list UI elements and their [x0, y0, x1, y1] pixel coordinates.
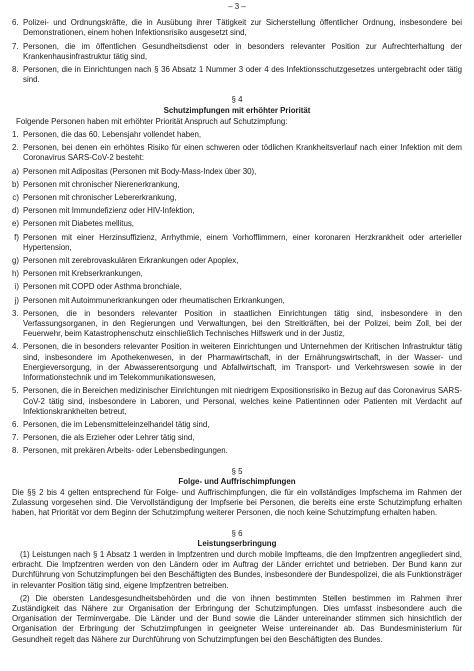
section-6-paragraph-1: (1) Leistungen nach § 1 Absatz 1 werden in Impfzentren und durch mobile Impfteams, die den Impfzentren angegliedert sind, erbracht. Die Impfzentren werden von den Ländern oder im Auftrag der Länder errichtet und betrieben. Der Bund kann zur Durchführung von Schutzimpfungen bei den Beschäftigten des Bundes, insbesondere der Bundespolizei, die als Funktionsträger in relevanter Position tätig sind, eigene Impfzentren betreiben.: [12, 549, 462, 590]
item-number: 4.: [12, 342, 19, 352]
item-text: Personen, die das 60. Lebensjahr vollendet haben,: [23, 130, 202, 140]
sub-item-text: Personen mit Diabetes mellitus,: [23, 219, 134, 229]
sub-item-letter: j): [14, 295, 19, 305]
sub-item: [12, 219, 462, 229]
list-item: [12, 446, 462, 456]
item-text: Personen, bei denen ein erhöhtes Risiko für einen schweren oder tödlichen Krankheitsverlauf nach einer Infektion mit dem Coronavirus SARS-CoV-2 besteht:: [23, 143, 462, 163]
list-item: [12, 309, 462, 340]
item-number: 5.: [12, 386, 19, 396]
sub-item-text: Personen mit Adipositas (Personen mit Body-Mass-Index über 30),: [23, 166, 257, 176]
sub-item-letter: e): [12, 219, 20, 229]
item-text: Personen, die im Lebensmitteleinzelhandel tätig sind,: [23, 419, 210, 429]
sub-item: [12, 296, 462, 306]
sub-item: [12, 193, 462, 203]
item-text: Personen, die in besonders relevanter Position in staatlichen Einrichtungen tätig sind, insbesondere in den Verfassungsorganen, in den Regierungen und Verwaltungen, bei den Streitkräften, bei der Polizei, beim Zoll, bei der Feuerwehr, beim Katastrophenschutz einschließlich Technisches Hilfswerk und in der Justiz,: [23, 308, 462, 339]
item-text: Personen, die als Erzieher oder Lehrer tätig sind,: [23, 433, 195, 443]
section-5-mark: § 5: [231, 466, 243, 476]
section-4-intro: Folgende Personen haben mit erhöhter Priorität Anspruch auf Schutzimpfung:: [16, 116, 288, 126]
item-text: Personen, mit prekären Arbeits- oder Lebensbedingungen.: [23, 446, 228, 456]
section-6-mark: § 6: [231, 528, 243, 538]
sub-item-text: Personen mit einer Herzinsuffizienz, Arrhythmie, einem Vorhofflimmern, einer koronaren Herzkrankheit oder arterieller Hypertension,: [23, 232, 462, 252]
item-number: 3.: [12, 308, 19, 318]
section-5-title: Folge- und Auffrischimpfungen: [178, 476, 296, 486]
sub-item-letter: c): [12, 193, 19, 203]
sub-item-text: Personen mit Autoimmunerkrankungen oder rheumatischen Erkrankungen,: [23, 295, 285, 305]
sub-item-letter: b): [12, 179, 20, 189]
item-number: 7.: [12, 433, 19, 443]
item-number: 7.: [12, 41, 19, 51]
sub-item: [12, 282, 462, 292]
item-number: 1.: [12, 130, 19, 140]
sub-item: [12, 206, 462, 216]
sub-item: [12, 233, 462, 253]
section-6-title: Leistungserbringung: [197, 538, 277, 548]
sub-item-letter: h): [12, 269, 20, 279]
list-item: [12, 130, 462, 140]
list-item: [12, 433, 462, 443]
item-number: 6.: [12, 18, 19, 28]
item-text: Personen, die in Einrichtungen nach § 36 Absatz 1 Nummer 3 oder 4 des Infektionsschutzgesetzes untergebracht oder tätig sind.: [23, 65, 462, 85]
list-item: [12, 65, 462, 85]
sub-item-text: Personen mit chronischer Lebererkrankung,: [23, 193, 177, 203]
sub-item-letter: a): [12, 166, 20, 176]
section-5-text: Die §§ 2 bis 4 gelten entsprechend für Folge- und Auffrischimpfungen, die für ein vollständiges Impfschema im Rahmen der Zulassung vorgesehen sind. Die Vervollständigung der Impfserie bei Personen, die bereits eine erste Schutzimpfung erhalten haben, hat Priorität vor dem Beginn der Schutzimpfung weiterer Personen, die noch keine Schutzimpfung erhalten haben.: [12, 487, 462, 518]
item-text: Personen, die in besonders relevanter Position in weiteren Einrichtungen und Unternehmen der Kritischen Infrastruktur tätig sind, insbesondere im Apothekenwesen, in der Pharmawirtschaft, in der Ernährungswirtschaft, in der Wasser- und Energieversorgung, in der Abwasserentsorgung und Abfallwirtschaft, im Transport- und Verkehrswesen sowie in der Informationstechnik und im Telekommunikationswesen,: [23, 342, 462, 383]
item-text: Personen, die in Bereichen medizinischer Einrichtungen mit niedrigem Expositionsrisiko in Bezug auf das Coronavirus SARS-CoV-2 tätig sind, insbesondere in Laboren, und Personal, welches keine Patientinnen oder Patienten mit Verdacht auf Infektionskrankheiten betreut,: [23, 386, 462, 416]
sub-item-letter: i): [14, 282, 19, 292]
sub-item-letter: g): [12, 256, 20, 266]
item-number: 8.: [12, 446, 19, 456]
sub-item-text: Personen mit COPD oder Asthma bronchiale,: [23, 282, 182, 292]
item-text: Personen, die im öffentlichen Gesundheitsdienst oder in besonders relevanter Position zur Aufrechterhaltung der Krankenhausinfrastruktur tätig sind,: [23, 41, 462, 61]
section-6-paragraph-2: (2) Die obersten Landesgesundheitsbehörden und die von ihnen bestimmten Stellen bestimmen im Rahmen ihrer Zuständigkeit das Nähere zur Organisation der Erbringung der Schutzimpfungen. Dies umfasst insbesondere auch die Organisation der Terminvergabe. Die Länder und der Bund sowie die Länder untereinander stimmen sich hinsichtlich der Organisation der Erbringung der Schutzimpfungen in geeigneter Weise untereinander ab. Das Bundesministerium für Gesundheit regelt das Nähere zur Durchführung von Schutzimpfungen bei den Beschäftigten des Bundes.: [12, 593, 462, 644]
section-4-title: Schutzimpfungen mit erhöhter Priorität: [163, 105, 311, 115]
sub-item-letter: f): [14, 232, 19, 242]
list-item: [12, 42, 462, 62]
item-number: 2.: [12, 143, 19, 153]
sub-item-text: Personen mit Krebserkrankungen,: [23, 269, 143, 279]
sub-item: [12, 269, 462, 279]
sub-item: [12, 256, 462, 266]
section-4-mark: § 4: [231, 95, 243, 105]
item-number: 6.: [12, 419, 19, 429]
sub-item-text: Personen mit Immundefizienz oder HIV-Infektion,: [23, 206, 195, 216]
list-item: [12, 420, 462, 430]
item-text: Polizei- und Ordnungskräfte, die in Ausübung ihrer Tätigkeit zur Sicherstellung öffentlicher Ordnung, insbesondere bei Demonstrationen, einem hohen Infektionsrisiko ausgesetzt sind,: [23, 18, 462, 38]
list-item: [12, 342, 462, 383]
sub-item-letter: d): [12, 206, 20, 216]
sub-item-text: Personen mit zerebrovaskulären Erkrankungen oder Apoplex,: [23, 256, 239, 266]
sub-item-text: Personen mit chronischer Nierenerkrankung,: [23, 179, 180, 189]
list-item: [12, 18, 462, 38]
sub-item: [12, 167, 462, 177]
item-number: 8.: [12, 65, 19, 75]
list-item: [12, 386, 462, 417]
sub-item: [12, 180, 462, 190]
page-number: – 3 –: [228, 2, 246, 11]
list-item: [12, 143, 462, 163]
